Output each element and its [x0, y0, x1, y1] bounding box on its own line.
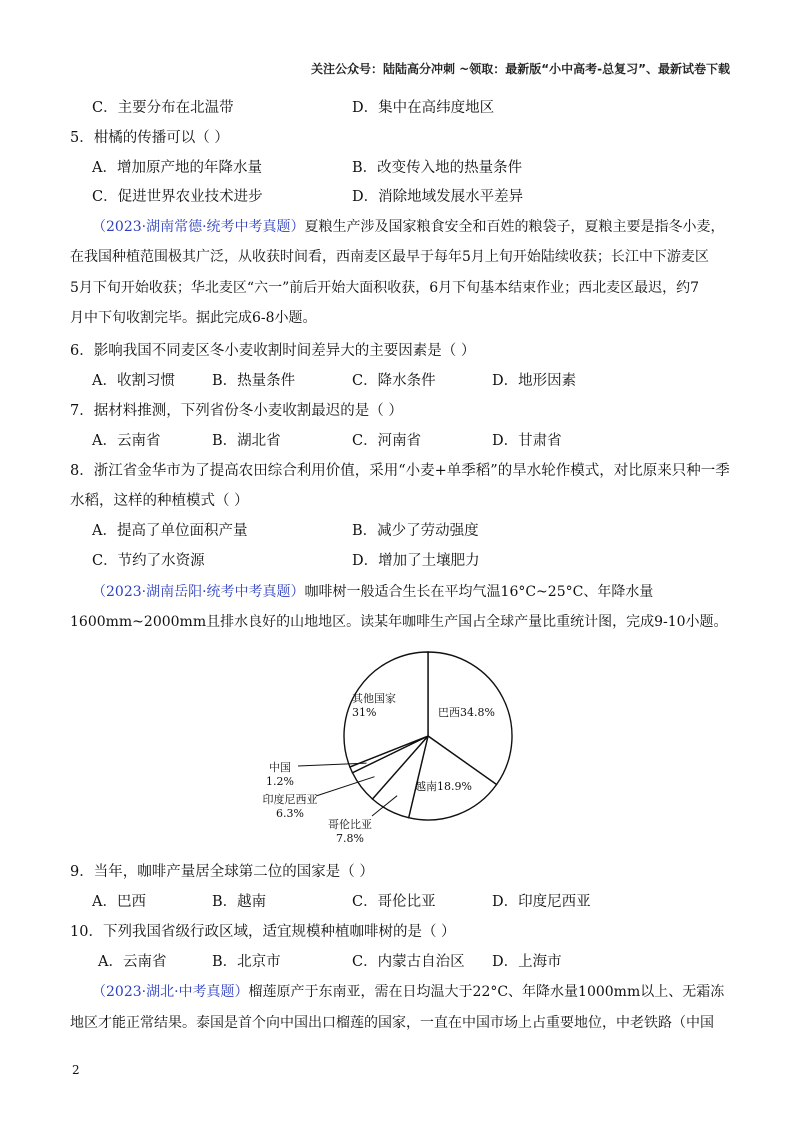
- q4-option-d: D．集中在高纬度地区: [352, 100, 495, 116]
- pie-label-6-2: 31%: [352, 706, 377, 719]
- q8-stem-line2: 水稻，这样的种植模式（ ）: [70, 493, 249, 509]
- passage1-source: （2023·湖南常德·统考中考真题）: [92, 219, 305, 235]
- q6-option-c: C．降水条件: [352, 373, 436, 389]
- pie-label-3-2: 7.8%: [336, 832, 364, 845]
- q9-option-c: C．哥伦比亚: [352, 894, 436, 910]
- q5-option-b: B．改变传入地的热量条件: [352, 160, 523, 176]
- q9-option-b: B．越南: [212, 894, 267, 910]
- pie-label-4-1: 印度尼西亚: [262, 793, 318, 806]
- q7-option-d: D．甘肃省: [492, 433, 562, 449]
- q4-option-c: C．主要分布在北温带: [92, 100, 234, 116]
- passage1-line2: 在我国种植范围极其广泛，从收获时间看，西南麦区最早于每年5月上旬开始陆续收获；长江中下游麦区: [70, 249, 709, 265]
- q6-option-b: B．热量条件: [212, 373, 296, 389]
- passage3-line1: [92, 982, 742, 1002]
- passage2-line1: [92, 582, 742, 602]
- page-number: 2: [72, 1063, 80, 1077]
- q10-option-c: C．内蒙古自治区: [352, 954, 465, 970]
- q8-option-a: A．提高了单位面积产量: [92, 523, 248, 539]
- passage3-line2: 地区才能正常结果。泰国是首个向中国出口榴莲的国家，一直在中国市场上占重要地位，中老铁路（中国: [70, 1015, 714, 1031]
- pie-label-5-1: 中国: [269, 761, 291, 774]
- pie-label-6-1: 其他国家: [352, 692, 396, 705]
- passage2-text: 咖啡树一般适合生长在平均气温16°C~25°C、年降水量: [304, 584, 654, 600]
- q10-stem: 10．下列我国省级行政区域，适宜规模种植咖啡树的是（ ）: [70, 924, 456, 940]
- passage3-source: （2023·湖北·中考真题）: [92, 984, 249, 1000]
- q5-option-d: D．消除地域发展水平差异: [352, 189, 524, 205]
- q5-stem: 5．柑橘的传播可以（ ）: [70, 130, 229, 146]
- q10-option-b: B．北京市: [212, 954, 281, 970]
- passage1-line4: 月中下旬收割完毕。据此完成6-8小题。: [70, 310, 317, 326]
- pie-label-2-1: 越南18.9%: [415, 780, 472, 793]
- q7-stem: 7．据材料推测，下列省份冬小麦收割最迟的是（ ）: [70, 403, 403, 419]
- q6-option-d: D．地形因素: [492, 373, 577, 389]
- q9-option-a: A．巴西: [92, 894, 146, 910]
- passage2-source: （2023·湖南岳阳·统考中考真题）: [92, 584, 305, 600]
- pie-label-1-1: 巴西34.8%: [438, 706, 495, 719]
- q7-option-b: B．湖北省: [212, 433, 281, 449]
- passage3-text: 榴莲原产于东南亚，需在日均温大于22°C、年降水量1000mm以上、无霜冻: [248, 984, 725, 1000]
- q9-stem: 9．当年，咖啡产量居全球第二位的国家是（ ）: [70, 864, 374, 880]
- q5-option-c: C．促进世界农业技术进步: [92, 189, 263, 205]
- pie-label-5-2: 1.2%: [266, 775, 294, 788]
- passage2-line2: 1600mm~2000mm且排水良好的山地地区。读某年咖啡生产国占全球产量比重统计图，完成9-10小题。: [70, 614, 728, 630]
- page-header: 关注公众号：陆陆高分冲刺 ~领取：最新版“小中高考-总复习”、最新试卷下载: [311, 62, 730, 76]
- q10-option-d: D．上海市: [492, 954, 562, 970]
- passage1-line3: 5月下旬开始收获；华北麦区“六一”前后开始大面积收获，6月下旬基本结束作业；西北麦区最迟，约7: [70, 280, 700, 296]
- q6-option-a: A．收割习惯: [92, 373, 175, 389]
- coffee-production-pie-chart: [260, 650, 540, 850]
- q6-stem: 6．影响我国不同麦区冬小麦收割时间差异大的主要因素是（ ）: [70, 343, 476, 359]
- q10-option-a: A．云南省: [98, 954, 167, 970]
- passage1-text: 夏粮生产涉及国家粮食安全和百姓的粮袋子，夏粮主要是指冬小麦，: [304, 219, 725, 235]
- q8-option-c: C．节约了水资源: [92, 553, 205, 569]
- q8-stem-line1: 8．浙江省金华市为了提高农田综合利用价值，采用“小麦+单季稻”的旱水轮作模式，对比原来只种一季: [70, 463, 730, 479]
- pie-label-4-2: 6.3%: [276, 807, 304, 820]
- pie-label-3-1: 哥伦比亚: [328, 818, 372, 831]
- q5-option-a: A．增加原产地的年降水量: [92, 160, 262, 176]
- q8-option-d: D．增加了土壤肥力: [352, 553, 480, 569]
- passage1-line1: [92, 217, 742, 237]
- q9-option-d: D．印度尼西亚: [492, 894, 591, 910]
- q8-option-b: B．减少了劳动强度: [352, 523, 479, 539]
- q7-option-a: A．云南省: [92, 433, 161, 449]
- q7-option-c: C．河南省: [352, 433, 422, 449]
